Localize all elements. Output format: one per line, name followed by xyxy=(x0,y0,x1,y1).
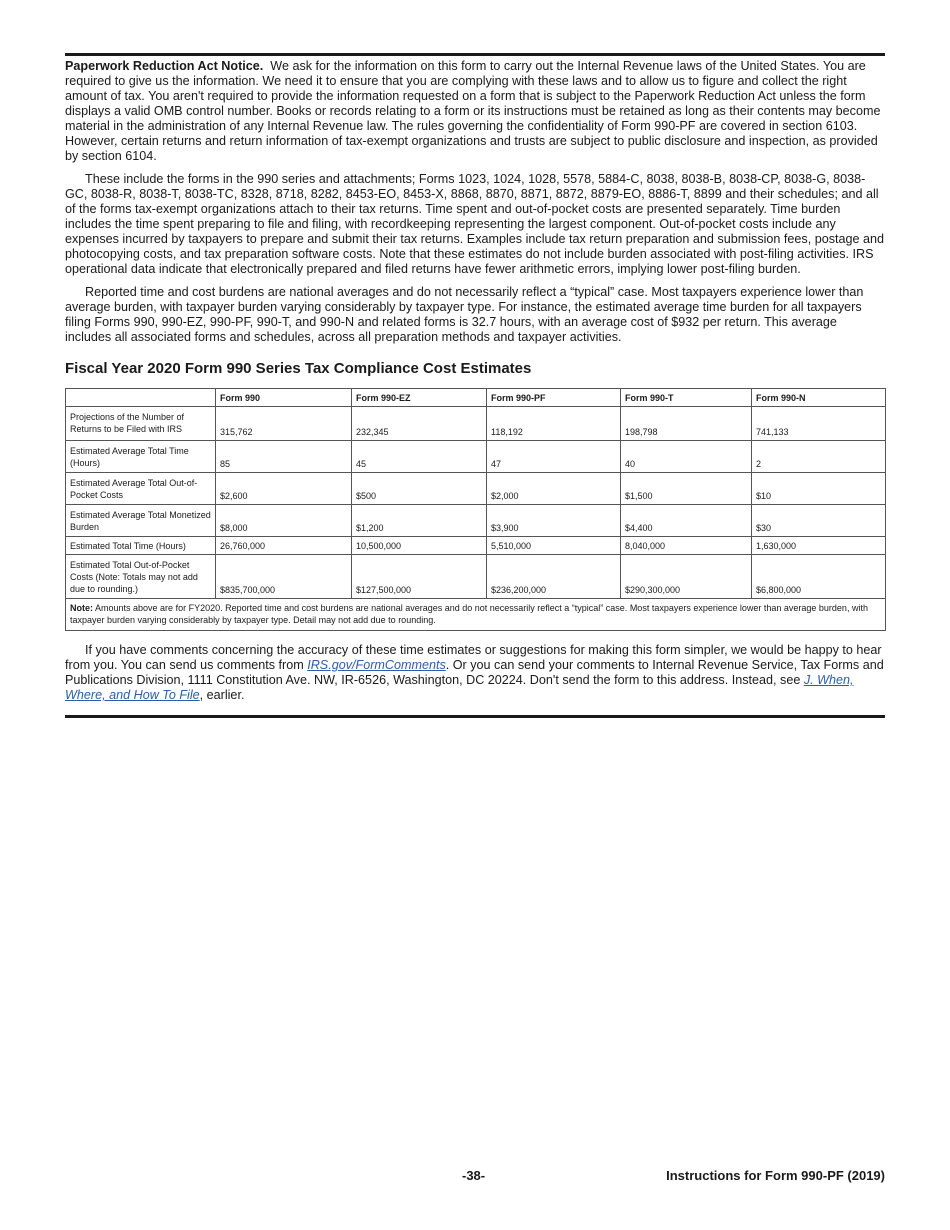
table-cell: 198,798 xyxy=(621,407,752,441)
header-cell-blank xyxy=(66,389,216,407)
table-cell: 45 xyxy=(352,441,487,473)
table-cell: 1,630,000 xyxy=(752,537,886,555)
header-cell-form-990-n: Form 990-N xyxy=(752,389,886,407)
table-cell: $290,300,000 xyxy=(621,555,752,599)
header-cell-form-990-t: Form 990-T xyxy=(621,389,752,407)
table-cell: 85 xyxy=(216,441,352,473)
table-cell: $1,200 xyxy=(352,505,487,537)
top-rule xyxy=(65,53,885,56)
table-row xyxy=(66,441,886,473)
table-cell: $6,800,000 xyxy=(752,555,886,599)
table-cell: $1,500 xyxy=(621,473,752,505)
cost-estimates-table xyxy=(65,388,886,631)
table-cell: 47 xyxy=(487,441,621,473)
table-cell: $2,600 xyxy=(216,473,352,505)
table-row xyxy=(66,555,886,599)
table-cell: $500 xyxy=(352,473,487,505)
burden-averages-paragraph: Reported time and cost burdens are national averages and do not necessarily reflect a “typical” case. Most taxpayers experience lower than average burden, with taxpayer burden varying considerably by taxpayer type. For instance, the estimated average time burden for all taxpayers filing Forms 990, 990-EZ, 990-PF, 990-T, and 990-N and related forms is 32.7 hours, with an average cost of $932 per return. This average includes all associated forms and schedules, across all preparation methods and taxpayer activities. xyxy=(65,285,864,344)
table-cell: 232,345 xyxy=(352,407,487,441)
row-label: Estimated Average Total Out-of-Pocket Costs xyxy=(66,473,216,505)
table-cell: 741,133 xyxy=(752,407,886,441)
table-cell: $3,900 xyxy=(487,505,621,537)
table-header-row xyxy=(66,389,886,407)
notice-text: We ask for the information on this form to carry out the Internal Revenue laws of the United States. You are required to give us the information. We need it to ensure that you are complying with these laws and to allow us to figure and collect the right amount of tax. You aren't required to provide the information requested on a form that is subject to the Paperwork Reduction Act unless the form displays a valid OMB control number. Books or records relating to a form or its instructions must be retained as long as their contents may become material in the administration of any Internal Revenue law. The rules governing the confidentiality of Form 990-PF are covered in section 6103. However, certain returns and return information of tax-exempt organizations and trusts are subject to public disclosure and inspection, as provided by section 6104. xyxy=(65,59,881,163)
row-label: Estimated Total Out-of-Pocket Costs (Note: Totals may not add due to rounding.) xyxy=(66,555,216,599)
table-cell: $127,500,000 xyxy=(352,555,487,599)
table-cell: $8,000 xyxy=(216,505,352,537)
table-cell: 10,500,000 xyxy=(352,537,487,555)
table-cell: 315,762 xyxy=(216,407,352,441)
table-cell: 8,040,000 xyxy=(621,537,752,555)
header-cell-form-990-pf: Form 990-PF xyxy=(487,389,621,407)
header-cell-form-990: Form 990 xyxy=(216,389,352,407)
row-label: Estimated Average Total Time (Hours) xyxy=(66,441,216,473)
row-label: Estimated Average Total Monetized Burden xyxy=(66,505,216,537)
notice-heading: Paperwork Reduction Act Notice. xyxy=(65,59,264,73)
note-text: Amounts above are for FY2020. Reported time and cost burdens are national averages and do not necessarily reflect a “typical” case. Most taxpayers experience lower than average burden, with taxpayer burden varying considerably by taxpayer type. Detail may not add due to rounding. xyxy=(70,603,868,625)
table-cell: $2,000 xyxy=(487,473,621,505)
footer-title: Instructions for Form 990-PF (2019) xyxy=(666,1168,885,1183)
table-cell: $835,700,000 xyxy=(216,555,352,599)
paperwork-notice-paragraph xyxy=(65,59,885,164)
comments-paragraph xyxy=(65,643,885,703)
row-label: Estimated Total Time (Hours) xyxy=(66,537,216,555)
when-where-how-to-file-link[interactable]: J. When, Where, and How To File xyxy=(65,673,854,702)
comments-text-2: . Or you can send your comments to Internal Revenue Service, Tax Forms and Publications Division, 1111 Constitution Ave. NW, IR-6526, Washington, DC 20224. Don't send the form to this address. Instead, see xyxy=(65,658,884,687)
table-cell: $10 xyxy=(752,473,886,505)
form-comments-link[interactable]: IRS.gov/FormComments xyxy=(307,658,446,672)
table-cell: $236,200,000 xyxy=(487,555,621,599)
table-note xyxy=(66,599,886,631)
comments-text-3: , earlier. xyxy=(199,688,245,702)
table-cell: $30 xyxy=(752,505,886,537)
forms-included-paragraph: These include the forms in the 990 series and attachments; Forms 1023, 1024, 1028, 5578, 5884-C, 8038, 8038-B, 8038-CP, 8038-G, 8038-GC, 8038-R, 8038-T, 8038-TC, 8328, 8718, 8282, 8453-EO, 8453-X, 8868, 8870, 8871, 8872, 8879-EO, 8886-T, 8899 and their schedules; and all of the forms tax-exempt organizations attach to their tax returns. Time spent and out-of-pocket costs are presented separately. Time burden includes the time spent preparing to file and filing, with recordkeeping representing the largest component. Out-of-pocket costs include any expenses incurred by taxpayers to prepare and submit their tax returns. Examples include tax return preparation and submission fees, postage and photocopying costs, and tax preparation software costs. Note that these estimates do not include burden associated with post-filing activities. IRS operational data indicate that electronically prepared and filed returns have fewer arithmetic errors, implying lower post-filing burden. xyxy=(65,172,885,276)
table-cell: 5,510,000 xyxy=(487,537,621,555)
table-cell: 2 xyxy=(752,441,886,473)
table-note-row xyxy=(66,599,886,631)
table-row xyxy=(66,407,886,441)
comments-text-1: If you have comments concerning the accuracy of these time estimates or suggestions for making this form simpler, we would be happy to hear from you. You can send us comments from xyxy=(65,643,882,672)
table-row xyxy=(66,473,886,505)
table-cell: $4,400 xyxy=(621,505,752,537)
note-label: Note: xyxy=(70,603,93,613)
table-title: Fiscal Year 2020 Form 990 Series Tax Compliance Cost Estimates xyxy=(65,360,532,377)
header-cell-form-990-ez: Form 990-EZ xyxy=(352,389,487,407)
table-cell: 40 xyxy=(621,441,752,473)
row-label: Projections of the Number of Returns to be Filed with IRS xyxy=(66,407,216,441)
table-cell: 118,192 xyxy=(487,407,621,441)
page-number: -38- xyxy=(462,1168,486,1183)
table-cell: 26,760,000 xyxy=(216,537,352,555)
bottom-rule xyxy=(65,715,885,718)
page-content xyxy=(65,53,885,718)
page-footer xyxy=(65,1168,885,1186)
table-row xyxy=(66,537,886,555)
table-row xyxy=(66,505,886,537)
